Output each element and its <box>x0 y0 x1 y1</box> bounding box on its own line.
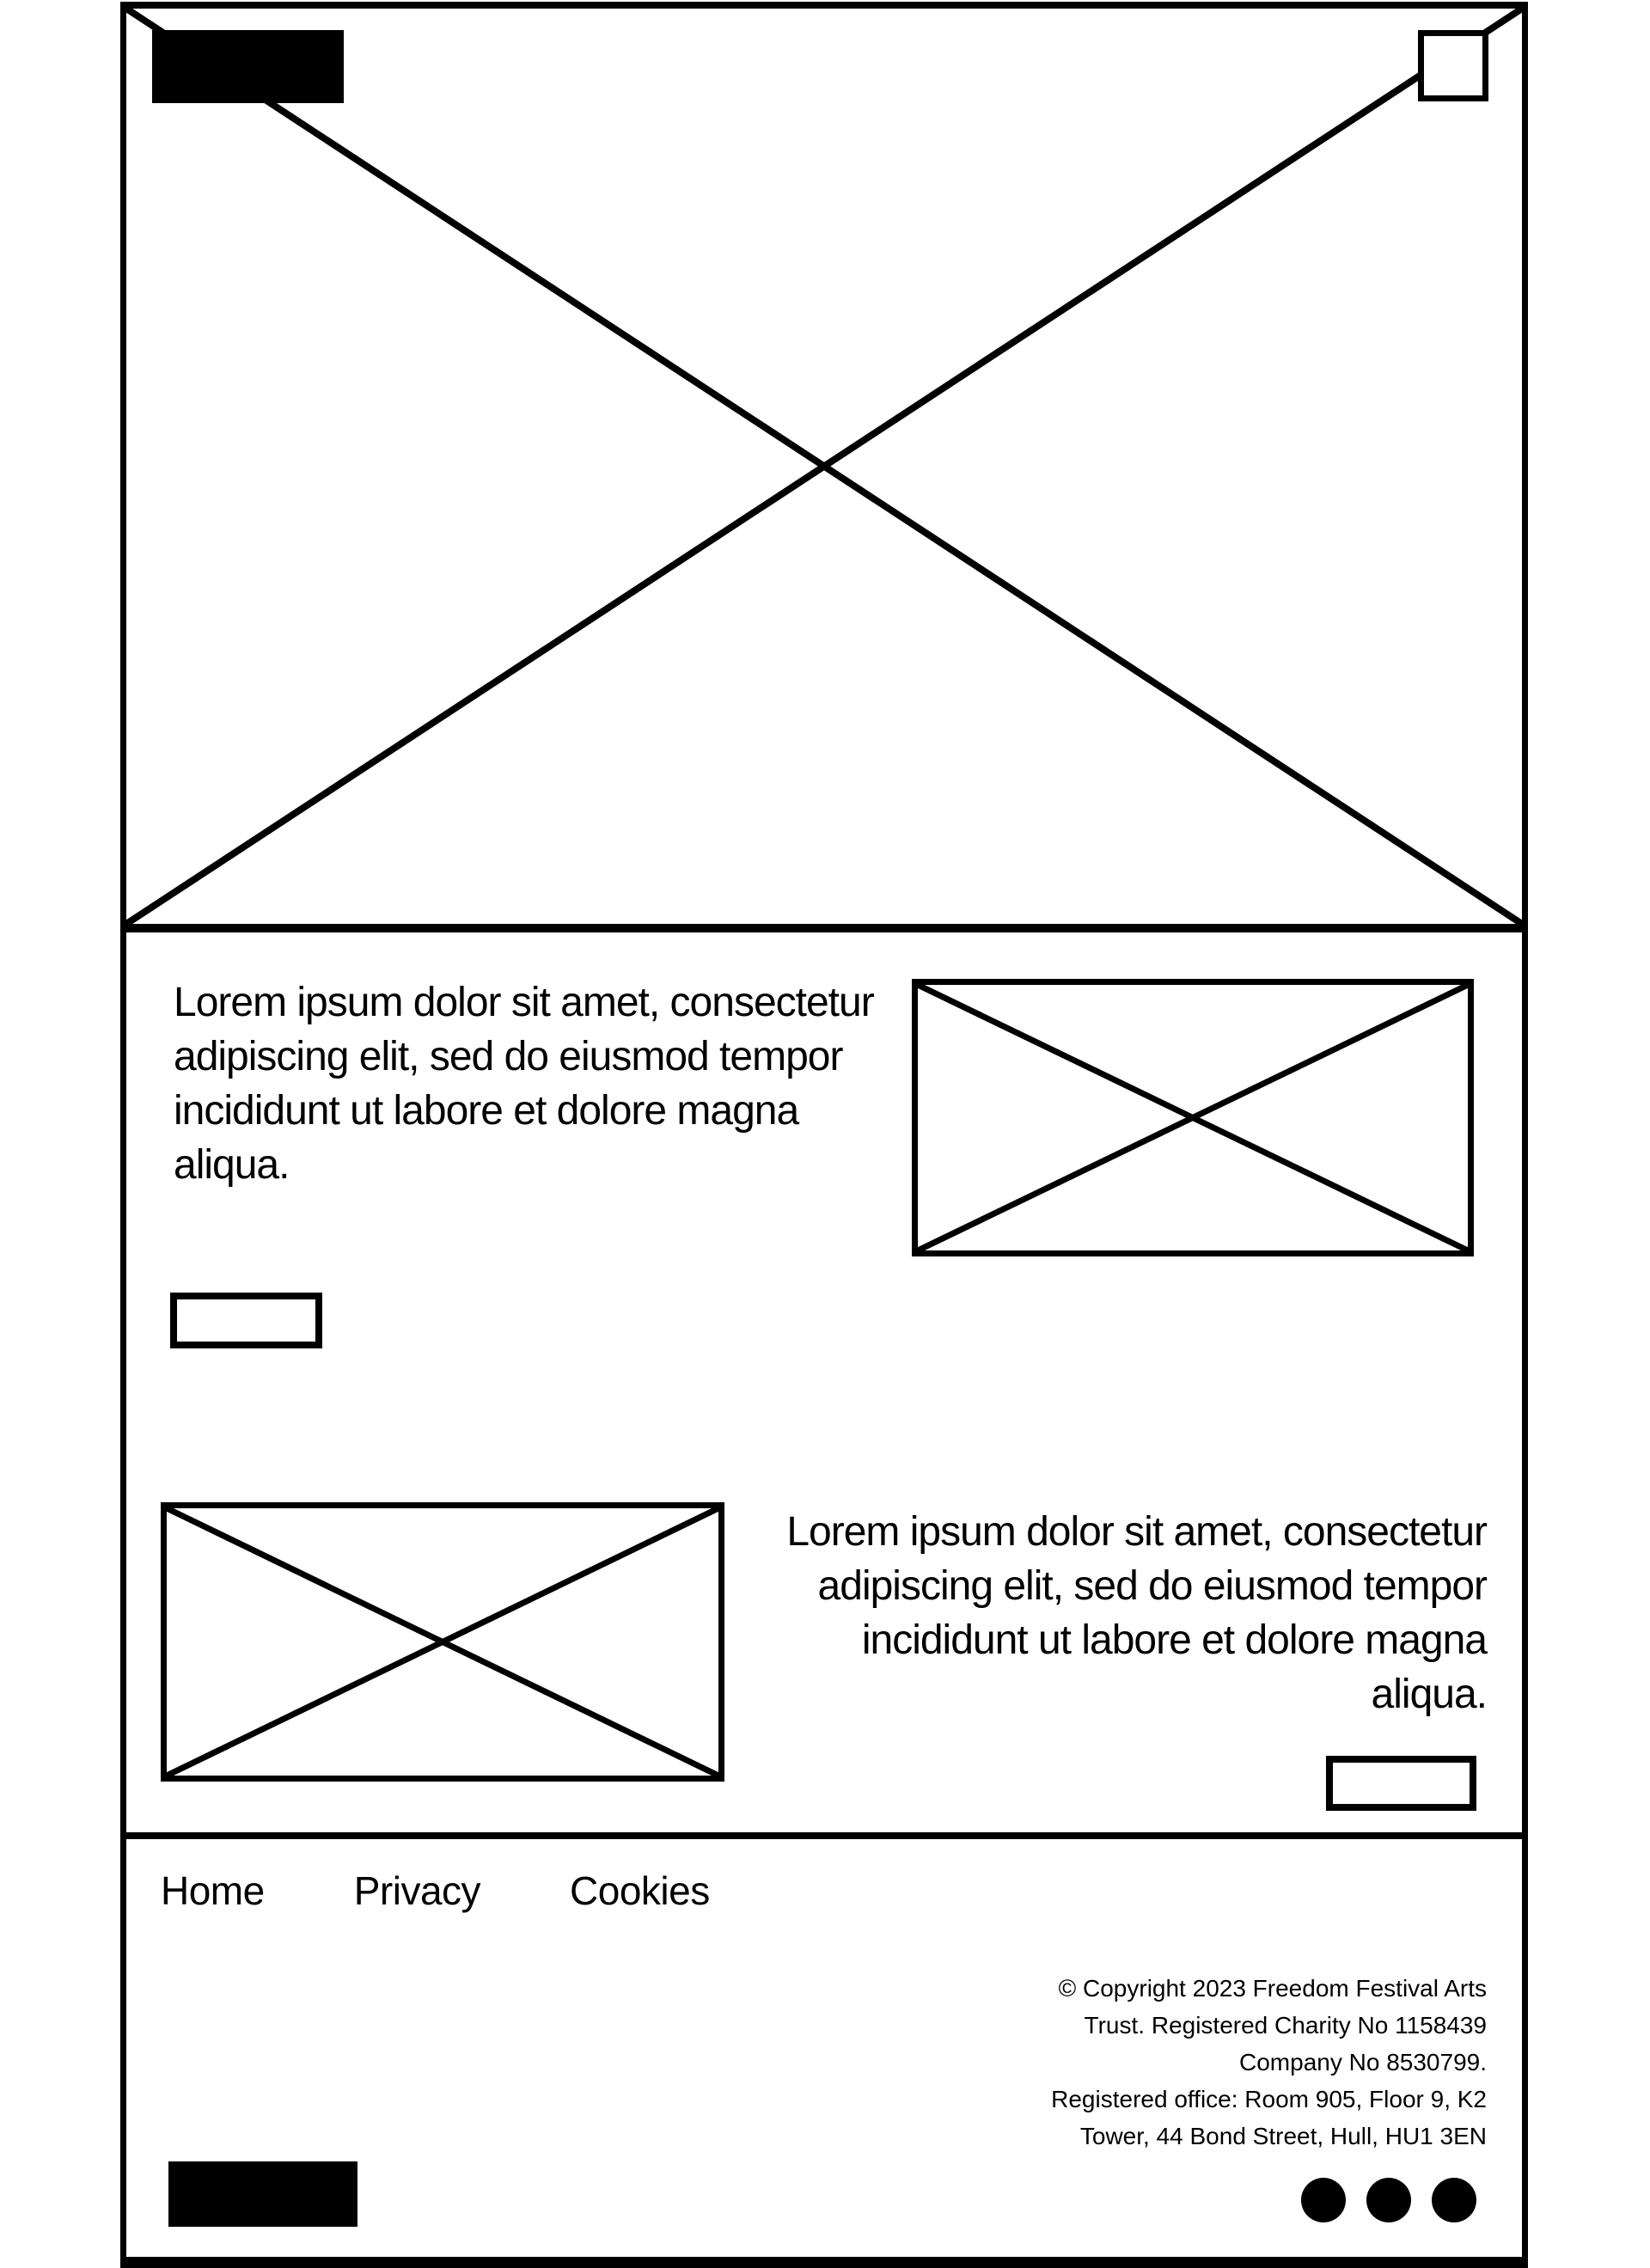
copyright-line: Trust. Registered Charity No 1158439 <box>1084 2012 1487 2039</box>
bottom-bar <box>120 2257 1528 2268</box>
logo-placeholder[interactable] <box>152 30 344 103</box>
paragraph-line: incididunt ut labore et dolore magna <box>174 1088 799 1134</box>
image-x-icon <box>167 1508 718 1776</box>
footer-link-privacy[interactable]: Privacy <box>353 1868 481 1913</box>
footer-nav <box>161 1867 710 1915</box>
social-dot-icon[interactable] <box>1301 2178 1346 2222</box>
button-placeholder-1[interactable] <box>170 1293 322 1348</box>
button-placeholder-2[interactable] <box>1326 1756 1476 1811</box>
social-icons <box>1301 2178 1476 2222</box>
copyright-line: Company No 8530799. <box>1239 2049 1487 2075</box>
image-placeholder-right <box>912 979 1474 1256</box>
paragraph-line: Lorem ipsum dolor sit amet, consectetur <box>174 980 874 1025</box>
paragraph-left <box>174 975 874 1192</box>
footer-link-cookies[interactable]: Cookies <box>570 1868 710 1913</box>
footer-section <box>126 1832 1522 2268</box>
paragraph-line: aliqua. <box>174 1142 290 1188</box>
social-dot-icon[interactable] <box>1366 2178 1411 2222</box>
copyright-line: © Copyright 2023 Freedom Festival Arts <box>1058 1975 1487 2002</box>
image-x-icon <box>918 985 1468 1250</box>
page-column <box>120 2 1528 2268</box>
paragraph-line: Lorem ipsum dolor sit amet, consectetur <box>786 1509 1487 1555</box>
social-dot-icon[interactable] <box>1432 2178 1476 2222</box>
paragraph-line: aliqua. <box>1371 1672 1487 1717</box>
hero-image-placeholder <box>126 2 1522 932</box>
copyright-line: Tower, 44 Bond Street, Hull, HU1 3EN <box>1079 2123 1487 2149</box>
footer-logo-placeholder[interactable] <box>168 2161 358 2227</box>
image-placeholder-left <box>161 1502 724 1782</box>
content-section <box>126 932 1522 1832</box>
paragraph-line: adipiscing elit, sed do eiusmod tempor <box>174 1034 843 1079</box>
copyright-text <box>1051 1970 1487 2155</box>
copyright-line: Registered office: Room 905, Floor 9, K2 <box>1051 2086 1487 2112</box>
image-x-icon <box>126 9 1522 924</box>
paragraph-line: incididunt ut labore et dolore magna <box>861 1617 1487 1663</box>
menu-button-placeholder[interactable] <box>1418 30 1488 101</box>
paragraph-right <box>786 1505 1487 1721</box>
footer-link-home[interactable]: Home <box>161 1868 265 1913</box>
paragraph-line: adipiscing elit, sed do eiusmod tempor <box>817 1563 1487 1609</box>
